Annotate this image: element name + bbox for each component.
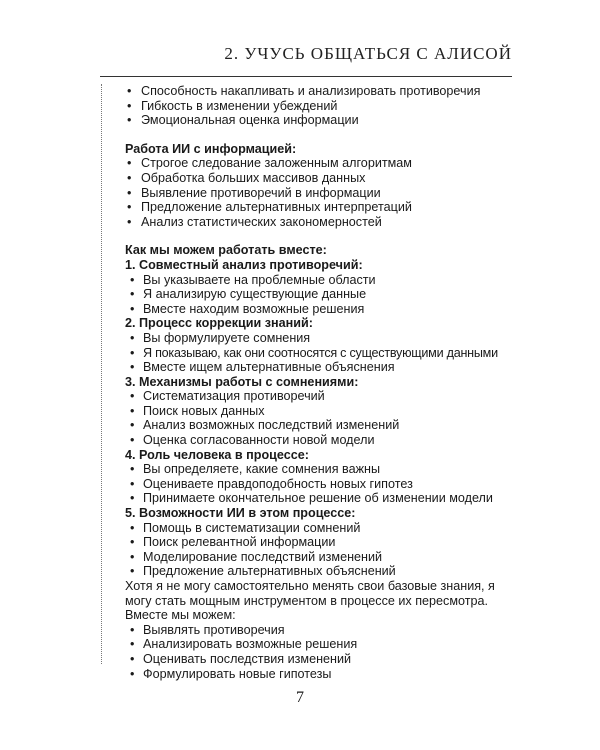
list-item: • Гибкость в изменении убеждений bbox=[125, 99, 505, 114]
list-item: • Принимаете окончательное решение об изменении модели bbox=[125, 491, 505, 506]
list-item: • Оценка согласованности новой модели bbox=[125, 433, 505, 448]
list-item: • Выявление противоречий в информации bbox=[125, 186, 505, 201]
list-item: • Поиск релевантной информации bbox=[125, 535, 505, 550]
ai-bullet-list bbox=[125, 156, 505, 229]
section-heading-together: Как мы можем работать вместе: bbox=[125, 243, 327, 258]
list-item: • Предложение альтернативных объяснений bbox=[125, 564, 505, 579]
list-item: • Вместе находим возможные решения bbox=[125, 302, 505, 317]
closing-paragraph: Хотя я не могу самостоятельно менять свои базовые знания, я могу стать мощным инструментом в процессе их пересмотра. Вместе мы можем: bbox=[125, 579, 495, 623]
list-item: • Я анализирую существующие данные bbox=[125, 287, 505, 302]
group-title: 3. Механизмы работы с сомнениями: bbox=[125, 374, 359, 389]
list-item: • Я показываю, как они соотносятся с существующими данными bbox=[125, 346, 505, 361]
list-item: • Помощь в систематизации сомнений bbox=[125, 521, 505, 536]
list-item: • Анализ статистических закономерностей bbox=[125, 215, 505, 230]
list-item: • Вы формулируете сомнения bbox=[125, 331, 505, 346]
intro-bullet-list bbox=[125, 84, 505, 128]
page-number: 7 bbox=[296, 689, 304, 706]
list-item: • Моделирование последствий изменений bbox=[125, 550, 505, 565]
list-item: • Анализ возможных последствий изменений bbox=[125, 418, 505, 433]
list-item: • Строгое следование заложенным алгоритмам bbox=[125, 156, 505, 171]
list-item: • Обработка больших массивов данных bbox=[125, 171, 505, 186]
list-item: • Поиск новых данных bbox=[125, 404, 505, 419]
list-item: • Вместе ищем альтернативные объяснения bbox=[125, 360, 505, 375]
list-item: • Систематизация противоречий bbox=[125, 389, 505, 404]
list-item: • Вы указываете на проблемные области bbox=[125, 273, 505, 288]
group-title: 2. Процесс коррекции знаний: bbox=[125, 316, 313, 331]
page-body bbox=[125, 84, 505, 681]
list-item: • Способность накапливать и анализировать противоречия bbox=[125, 84, 505, 99]
list-item: • Предложение альтернативных интерпретаций bbox=[125, 200, 505, 215]
header-rule bbox=[100, 76, 512, 77]
running-head: 2. УЧУСЬ ОБЩАТЬСЯ С АЛИСОЙ bbox=[224, 44, 512, 63]
list-item: • Вы определяете, какие сомнения важны bbox=[125, 462, 505, 477]
list-item: • Эмоциональная оценка информации bbox=[125, 113, 505, 128]
group-title: 5. Возможности ИИ в этом процессе: bbox=[125, 506, 356, 521]
list-item: • Оцениваете правдоподобность новых гипотез bbox=[125, 477, 505, 492]
group-title: 4. Роль человека в процессе: bbox=[125, 447, 309, 462]
list-item: • Оценивать последствия изменений bbox=[125, 652, 505, 667]
list-item: • Формулировать новые гипотезы bbox=[125, 667, 505, 682]
dotted-margin-line bbox=[101, 84, 102, 664]
group-title: 1. Совместный анализ противоречий: bbox=[125, 257, 363, 272]
section-heading-ai: Работа ИИ с информацией: bbox=[125, 141, 297, 156]
closing-bullet-list bbox=[125, 623, 505, 681]
list-item: • Анализировать возможные решения bbox=[125, 637, 505, 652]
list-item: • Выявлять противоречия bbox=[125, 623, 505, 638]
